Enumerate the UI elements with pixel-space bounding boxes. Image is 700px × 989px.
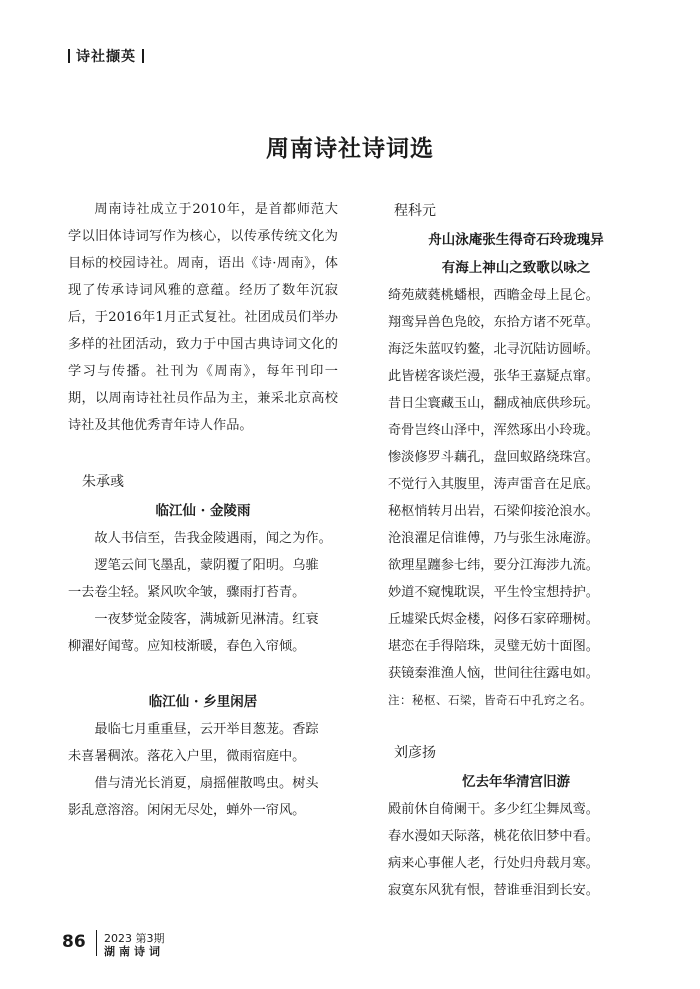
author-name: 朱承彧: [82, 474, 124, 490]
poem-line: 昔日尘寰藏玉山，翻成袖底供珍玩。: [388, 396, 599, 411]
poem-line: 此皆槎客谈烂漫，张华王嘉疑点窜。: [388, 369, 599, 384]
poem-title-line: 忆去年华清宫旧游: [462, 774, 570, 790]
poem-title: 临江仙 · 乡里闲居: [148, 694, 258, 710]
poem-line: 一去卷尘轻。紧风吹伞皱，骤雨打苔青。: [68, 585, 306, 600]
poem-title: 临江仙 · 金陵雨: [155, 503, 251, 519]
section-tag-text: 诗社撷英: [76, 49, 136, 65]
issue-label: 2023 第3期: [104, 932, 165, 945]
poem-line: 故人书信至，告我金陵遇雨，闻之为作。: [94, 531, 332, 546]
poem-line: 逻笔云间飞墨乱，蒙阴覆了阳明。乌骓: [94, 558, 319, 573]
intro-block: [68, 196, 338, 439]
poem-line: 堪恋在手得陪珠，灵璧无妨十面图。: [388, 639, 599, 654]
poem-line: 病来心事催人老，行处归舟载月寒。: [388, 856, 599, 871]
page-title: 周南诗社诗词选: [266, 136, 434, 162]
poem-line: 寂寞东风犹有恨，替谁垂泪到长安。: [388, 883, 599, 898]
page-number: 86: [62, 932, 86, 952]
section-tag: [62, 46, 150, 66]
poem-line: 惨淡修罗斗藕孔，盘回蚁路绕珠宫。: [388, 450, 599, 465]
poem-title-line: 有海上神山之致歌以咏之: [441, 260, 591, 276]
poem-line: 获镜秦淮渔人恼，世间往往露电如。: [388, 666, 599, 681]
poem-line: 妙道不窥愧耽误，平生怜宝想持护。: [388, 585, 599, 600]
footer-divider: [96, 930, 97, 956]
intro-paragraph: 周南诗社成立于2010年，是首都师范大学以旧体诗词写作为核心，以传承传统文化为目标的校园诗社。周南，语出《诗·周南》，体现了传承诗词风雅的意蕴。经历了数年沉寂后，于2016年1月正式复社。社团成员们举办多样的社团活动，致力于中国古典诗词文化的学习与传播。社刊为《周南》，每年刊印一期，以周南诗社社员作品为主，兼采北京高校诗社及其他优秀青年诗人作品。: [68, 202, 338, 433]
tag-bar-left: [68, 49, 70, 63]
poem-line: 沧浪濯足信谁傅，乃与张生泳庵游。: [388, 531, 599, 546]
poem-line: 奇骨岂终山泽中，浑然琢出小玲珑。: [388, 423, 599, 438]
right-column: [388, 196, 644, 904]
poem-line: 翔鸾异兽色凫皎，东拾方诸不死草。: [388, 315, 599, 330]
poem-title-line: 舟山泳庵张生得奇石玲珑瑰异: [428, 232, 604, 248]
poem-line: 影乱意溶溶。闲闲无尽处，蝉外一帘风。: [68, 803, 306, 818]
poem-line: 绮苑葳蕤桃蟠根，西瞻金母上昆仑。: [388, 288, 599, 303]
poem-line: 春水漫如天际落，桃花依旧梦中看。: [388, 829, 599, 844]
poem-line: 最临七月重重昼，云开举目葱茏。香踪: [94, 722, 319, 737]
poem-line: 秘枢悄转月出岩，石梁仰接沧浪水。: [388, 504, 599, 519]
author-name: 刘彦扬: [394, 745, 436, 761]
poem-line: 海泛朱蓝叹钓鳌，北寻沉陆访圆峤。: [388, 342, 599, 357]
author-name: 程科元: [394, 203, 436, 219]
poem-line: 借与清光长消夏，扇摇催散鸣虫。树头: [94, 776, 319, 791]
poem-line: 殿前休自倚阑干。多少红尘舞凤鸾。: [388, 802, 599, 817]
poem-line: 丘墟梁氏烬金楼，闷侈石家碎珊树。: [388, 612, 599, 627]
left-column: [68, 196, 338, 824]
poem-line: 未喜暑稠浓。落花入户里，微雨宿庭中。: [68, 749, 306, 764]
tag-bar-right: [142, 49, 144, 63]
poem-note: 注：秘枢、石梁，皆奇石中孔窍之名。: [388, 693, 592, 707]
poem-line: 欲理星躔参七纬，要分江海涉九流。: [388, 558, 599, 573]
poem-line: 一夜梦觉金陵客，满城新见淋清。红衰: [94, 612, 319, 627]
poem-line: 不觉行入其腹里，涛声雷音在足底。: [388, 477, 599, 492]
poem-line: 柳濯好闻莺。应知枝渐暖，春色入帘倾。: [68, 639, 306, 654]
journal-name: 湖南诗词: [104, 945, 164, 958]
